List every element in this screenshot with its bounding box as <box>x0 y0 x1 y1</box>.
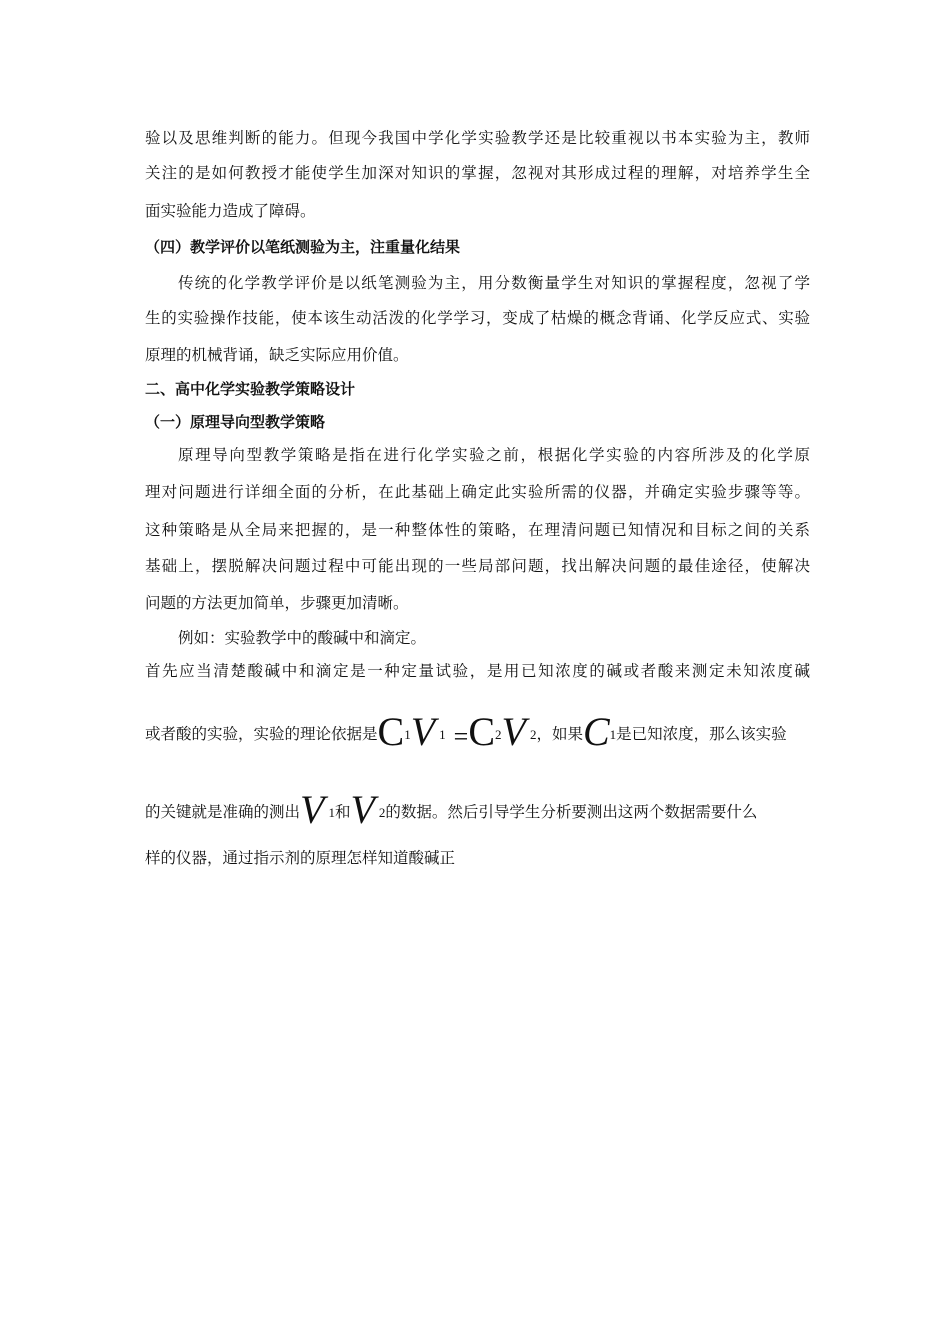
formula-subscript: 2 <box>495 727 502 742</box>
equation-line <box>145 709 810 757</box>
line-text: 和 <box>334 803 351 821</box>
paragraph-line: 原理导向型教学策略是指在进行化学实验之前，根据化学实验的内容所涉及的化学原 <box>178 446 810 464</box>
formula-subscript: 1 <box>439 727 446 742</box>
formula-symbol: C <box>377 709 405 754</box>
equation-line <box>145 787 810 832</box>
paragraph-line: 原理的机械背诵，缺乏实际应用价值。 <box>145 346 409 364</box>
paragraph-line: 例如：实验教学中的酸碱中和滴定。 <box>178 629 427 647</box>
formula-equals: = <box>453 722 469 751</box>
paragraph-line: 问题的方法更加简单，步骤更加清晰。 <box>145 594 409 612</box>
formula-subscript: 1 <box>404 727 411 742</box>
formula-subscript: 2 <box>529 727 537 742</box>
section-heading: （四）教学评价以笔纸测验为主，注重量化结果 <box>145 238 461 256</box>
line-text: 或者酸的实验，实验的理论依据是 <box>145 725 378 743</box>
chapter-heading: 二、高中化学实验教学策略设计 <box>145 380 356 398</box>
formula-symbol: V <box>300 787 325 832</box>
paragraph-line: 基础上，摆脱解决问题过程中可能出现的一些局部问题，找出解决问题的最佳途径，使解决 <box>145 557 810 575</box>
line-text: 是已知浓度，那么该实验 <box>616 725 787 743</box>
line-text: 的关键就是准确的测出 <box>145 803 301 821</box>
line-text: ，如果 <box>536 725 583 743</box>
paragraph-line: 面实验能力造成了障碍。 <box>145 202 316 220</box>
paragraph-line: 生的实验操作技能，使本该生动活泼的化学学习，变成了枯燥的概念背诵、化学反应式、实验 <box>145 309 810 327</box>
formula-symbol: C <box>582 709 610 754</box>
formula-subscript: 2 <box>378 805 386 820</box>
formula-symbol: V <box>501 709 526 754</box>
paragraph-line: 验以及思维判断的能力。但现今我国中学化学实验教学还是比较重视以书本实验为主，教师 <box>145 129 810 147</box>
formula-symbol: C <box>468 709 495 754</box>
paragraph-line: 首先应当清楚酸碱中和滴定是一种定量试验，是用已知浓度的碱或者酸来测定未知浓度碱 <box>145 662 810 680</box>
line-text: 的数据。然后引导学生分析要测出这两个数据需要什么 <box>385 803 758 821</box>
formula-symbol: V <box>410 709 436 754</box>
paragraph-line: 理对问题进行详细全面的分析，在此基础上确定此实验所需的仪器，并确定实验步骤等等。 <box>145 483 810 501</box>
formula-subscript: 1 <box>328 805 335 820</box>
formula-subscript: 1 <box>609 727 617 742</box>
paragraph-line: 样的仪器，通过指示剂的原理怎样知道酸碱正 <box>145 849 456 867</box>
paragraph-line: 这种策略是从全局来把握的，是一种整体性的策略，在理清问题已知情况和目标之间的关系 <box>145 521 810 539</box>
section-heading: （一）原理导向型教学策略 <box>145 413 326 431</box>
paragraph-line: 关注的是如何教授才能使学生加深对知识的掌握，忽视对其形成过程的理解，对培养学生全 <box>145 164 810 182</box>
paragraph-line: 传统的化学教学评价是以纸笔测验为主，用分数衡量学生对知识的掌握程度，忽视了学 <box>178 274 810 292</box>
formula-symbol: V <box>350 787 375 832</box>
